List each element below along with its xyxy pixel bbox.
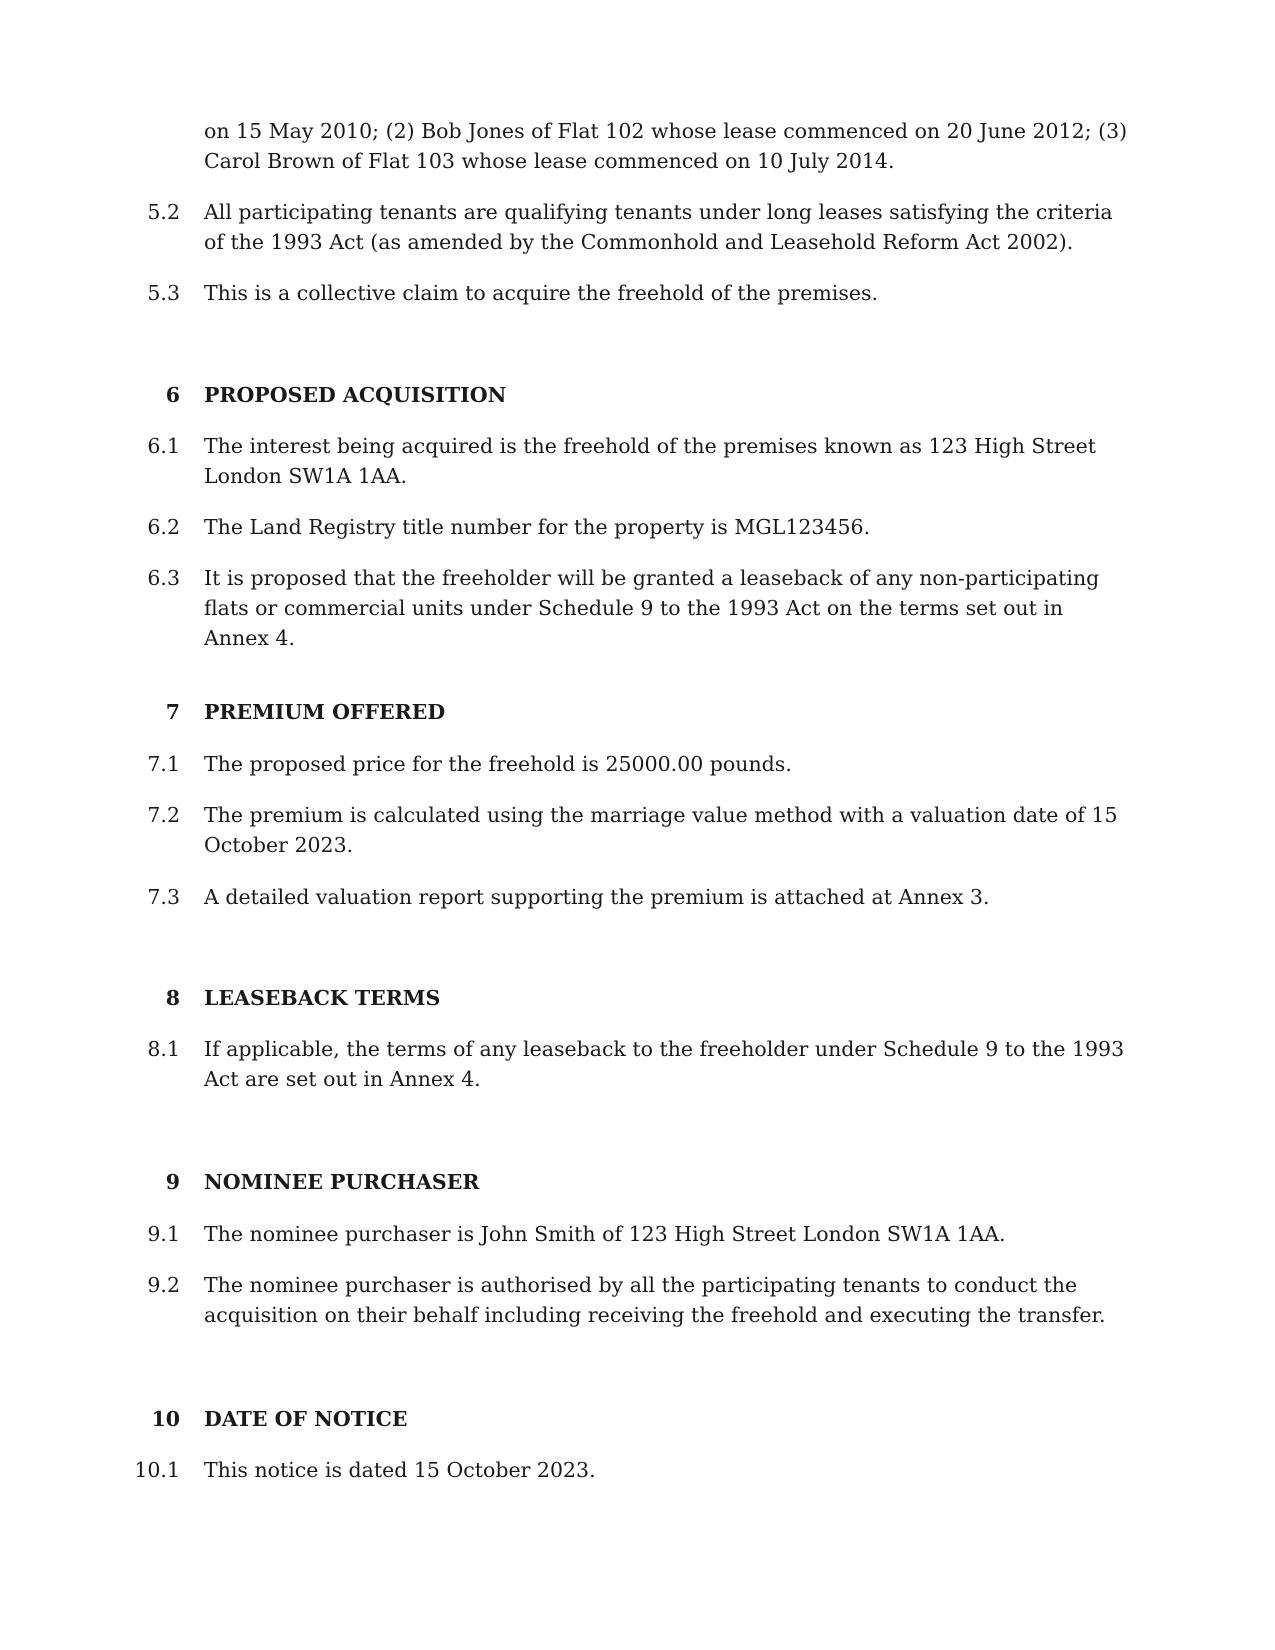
- clause-text: This notice is dated 15 October 2023.: [204, 1458, 596, 1482]
- clause-text: The nominee purchaser is John Smith of 123 High Street London SW1A 1AA.: [204, 1222, 1006, 1246]
- clause-text: The premium is calculated using the marriage value method with a valuation date of 15 October 2023.: [204, 803, 1118, 857]
- clause-number: 7.1: [147, 752, 180, 776]
- clause-number: 6.3: [147, 566, 180, 590]
- clause-number: 5.2: [147, 200, 180, 224]
- section-number: 9: [165, 1170, 180, 1194]
- clause-number: 6.1: [147, 434, 180, 458]
- clause-text: The Land Registry title number for the property is MGL123456.: [204, 515, 871, 539]
- clause-number: 9.1: [147, 1222, 180, 1246]
- clause-number: 7.3: [147, 885, 180, 909]
- paragraph-text: on 15 May 2010; (2) Bob Jones of Flat 102 whose lease commenced on 20 June 2012; (3) Carol Brown of Flat 103 whose lease commenced on 10 July 2014.: [204, 119, 1128, 173]
- section-number: 10: [151, 1407, 180, 1431]
- clause-number: 8.1: [147, 1037, 180, 1061]
- section-title: PROPOSED ACQUISITION: [204, 383, 507, 407]
- section-title: NOMINEE PURCHASER: [204, 1170, 480, 1194]
- clause-text: The proposed price for the freehold is 25000.00 pounds.: [204, 752, 792, 776]
- clause-text: The nominee purchaser is authorised by all the participating tenants to conduct the acquisition on their behalf including receiving the freehold and executing the transfer.: [204, 1273, 1106, 1327]
- section-title: PREMIUM OFFERED: [204, 700, 446, 724]
- clause-text: The interest being acquired is the freehold of the premises known as 123 High Street London SW1A 1AA.: [204, 434, 1097, 488]
- section-title: LEASEBACK TERMS: [204, 986, 441, 1010]
- section-number: 7: [165, 700, 180, 724]
- clause-text: All participating tenants are qualifying tenants under long leases satisfying the criteria of the 1993 Act (as amended by the Commonhold and Leasehold Reform Act 2002).: [204, 200, 1113, 254]
- section-number: 8: [165, 986, 180, 1010]
- section-title: DATE OF NOTICE: [204, 1407, 408, 1431]
- clause-text: If applicable, the terms of any leaseback to the freeholder under Schedule 9 to the 1993 Act are set out in Annex 4.: [204, 1037, 1125, 1091]
- clause-number: 7.2: [147, 803, 180, 827]
- clause-text: It is proposed that the freeholder will be granted a leaseback of any non-participating flats or commercial units under Schedule 9 to the 1993 Act on the terms set out in Annex 4.: [204, 566, 1100, 650]
- clause-number: 10.1: [134, 1458, 180, 1482]
- clause-number: 6.2: [147, 515, 180, 539]
- clause-number: 9.2: [147, 1273, 180, 1297]
- clause-number: 5.3: [147, 281, 180, 305]
- clause-text: This is a collective claim to acquire the freehold of the premises.: [204, 281, 879, 305]
- section-number: 6: [165, 383, 180, 407]
- clause-text: A detailed valuation report supporting the premium is attached at Annex 3.: [204, 885, 990, 909]
